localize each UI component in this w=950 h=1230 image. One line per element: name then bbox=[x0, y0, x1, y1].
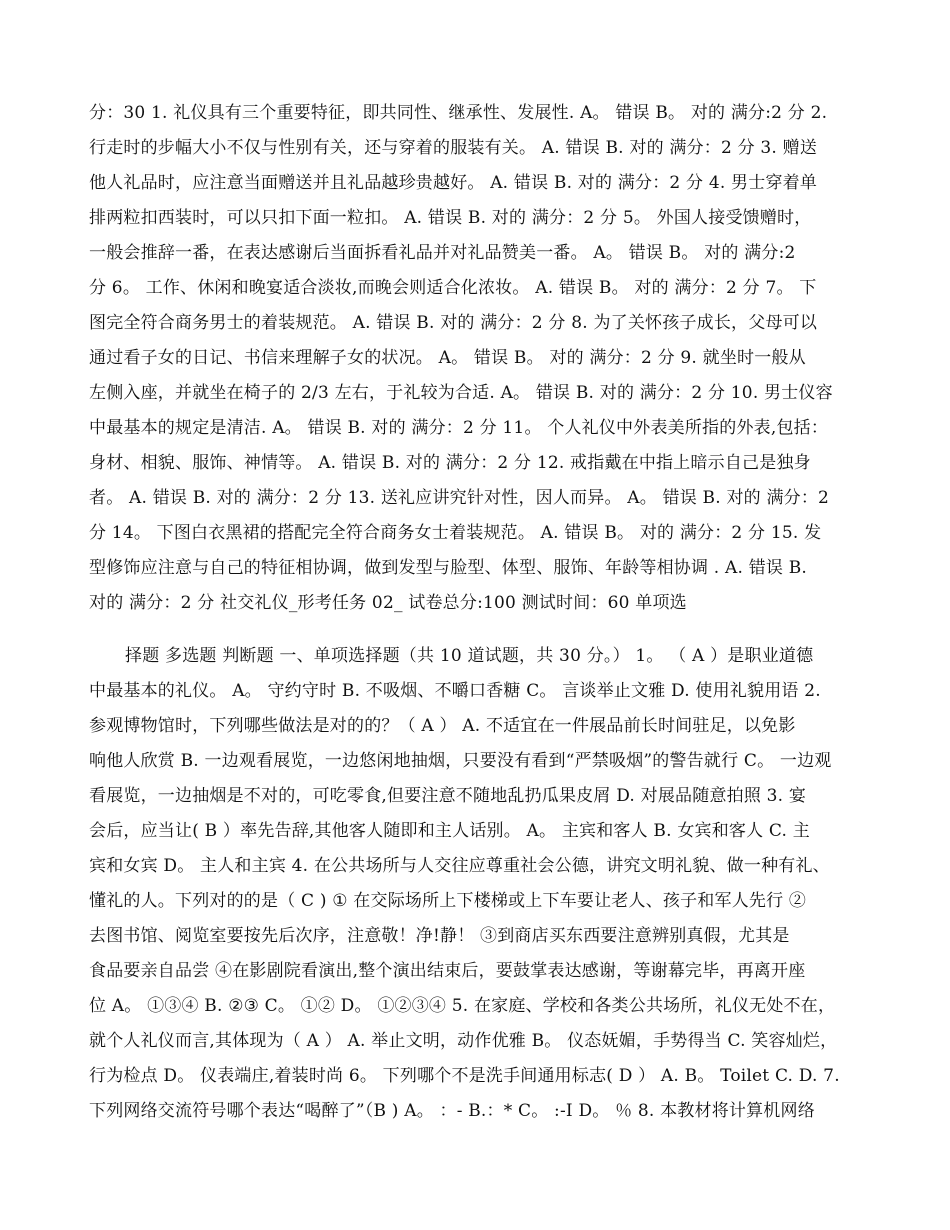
text-line: 行走时的步幅大小不仅与性别有关，还与穿着的服装有关。 A. 错误 B. 对的 满分：2 分 3. 赠送 bbox=[89, 138, 818, 158]
text-line: 通过看子女的日记、书信来理解子女的状况。 A。 错误 B。 对的 满分：2 分 9. 就坐时一般从 bbox=[89, 348, 806, 368]
text-line: 身材、相貌、服饰、神情等。 A. 错误 B. 对的 满分：2 分 12. 戒指戴在中指上暗示自己是独身 bbox=[89, 453, 811, 473]
text-line: 响他人欣赏 B. 一边观看展览，一边悠闲地抽烟，只要没有看到“严禁吸烟”的警告就行 C。 一边观 bbox=[89, 751, 832, 771]
text-line: 会后，应当让( B ）率先告辞,其他客人随即和主人话别。 A。 主宾和客人 B. 女宾和客人 C. 主 bbox=[89, 821, 810, 841]
text-line: 位 A。 ①③④ B. ②③ C。 ①② D。 ①②③④ 5. 在家庭、学校和各类公共场所，礼仪无处不在， bbox=[89, 996, 836, 1016]
text-line: 懂礼的人。下列对的的是（ C ) ① 在交际场所上下楼梯或上下车要让老人、孩子和军人先行 ② bbox=[89, 891, 807, 911]
text-line: 下列网络交流符号哪个表达“喝醉了”（B ) A。 ：- B.：* C。 :-I D。 ％ 8. 本教材将计算机网络 bbox=[89, 1101, 815, 1121]
text-line: 看展览，一边抽烟是不对的，可吃零食,但要注意不随地乱扔瓜果皮屑 D. 对展品随意拍照 3. 宴 bbox=[89, 786, 807, 806]
text-line: 者。 A. 错误 B. 对的 满分：2 分 13. 送礼应讲究针对性，因人而异。 A。 错误 B. 对的 满分：2 bbox=[89, 488, 830, 508]
text-line: 中最基本的礼仪。 A。 守约守时 B. 不吸烟、不嚼口香糖 C。 言谈举止文雅 D. 使用礼貌用语 2. bbox=[89, 681, 821, 701]
text-line: 中最基本的规定是清洁. A。 错误 B. 对的 满分：2 分 11。 个人礼仪中外表美所指的外表,包括： bbox=[89, 418, 829, 438]
text-line: 排两粒扣西装时，可以只扣下面一粒扣。 A. 错误 B. 对的 满分：2 分 5。 外国人接受馈赠时， bbox=[89, 208, 812, 228]
text-line: 型修饰应注意与自己的特征相协调，做到发型与脸型、体型、服饰、年龄等相协调 . A. 错误 B. bbox=[89, 558, 807, 578]
text-line: 去图书馆、阅览室要按先后次序，注意敬！净!静！ ③到商店买东西要注意辨别真假，尤其是 bbox=[89, 926, 790, 946]
text-line: 对的 满分：2 分 社交礼仪_形考任务 02_ 试卷总分:100 测试时间：60 单项选 bbox=[89, 593, 687, 613]
text-line: 宾和女宾 D。 主人和主宾 4. 在公共场所与人交往应尊重社会公德，讲究文明礼貌、做一种有礼、 bbox=[89, 856, 830, 876]
text-line: 分：30 1. 礼仪具有三个重要特征，即共同性、继承性、发展性. A。 错误 B。 对的 满分:2 分 2. bbox=[89, 103, 828, 123]
text-line: 择题 多选题 判断题 一、单项选择题（共 10 道试题，共 30 分。） 1。 （ A ）是职业道德 bbox=[125, 646, 814, 666]
text-line: 食品要亲自品尝 ④在影剧院看演出,整个演出结束后，要鼓掌表达感谢，等谢幕完毕，再离开座 bbox=[89, 961, 806, 981]
text-line: 行为检点 D。 仪表端庄,着装时尚 6。 下列哪个不是洗手间通用标志( D ） A. B。 Toilet C. D. 7. bbox=[89, 1066, 840, 1086]
text-line: 分 14。 下图白衣黑裙的搭配完全符合商务女士着装规范。 A. 错误 B。 对的 满分：2 分 15. 发 bbox=[89, 523, 822, 543]
text-line: 图完全符合商务男士的着装规范。 A. 错误 B. 对的 满分：2 分 8. 为了关怀孩子成长，父母可以 bbox=[89, 313, 818, 333]
text-line: 他人礼品时，应注意当面赠送并且礼品越珍贵越好。 A. 错误 B. 对的 满分：2 分 4. 男士穿着单 bbox=[89, 173, 818, 193]
text-line: 分 6。 工作、休闲和晚宴适合淡妆,而晚会则适合化浓妆。 A. 错误 B。 对的 满分：2 分 7。 下 bbox=[89, 278, 817, 298]
text-line: 一般会推辞一番，在表达感谢后当面拆看礼品并对礼品赞美一番。 A。 错误 B。 对的 满分:2 bbox=[89, 243, 796, 263]
text-line: 左侧入座，并就坐在椅子的 2/3 左右，于礼较为合适. A。 错误 B. 对的 满分：2 分 10. 男士仪容 bbox=[89, 383, 833, 403]
text-line: 就个人礼仪而言,其体现为（ A ） A. 举止文明，动作优雅 B。 仪态妩媚，手势得当 C. 笑容灿烂， bbox=[89, 1031, 838, 1051]
text-line: 参观博物馆时，下列哪些做法是对的的？（ A ） A. 不适宜在一件展品前长时间驻足，以免影 bbox=[89, 716, 796, 736]
